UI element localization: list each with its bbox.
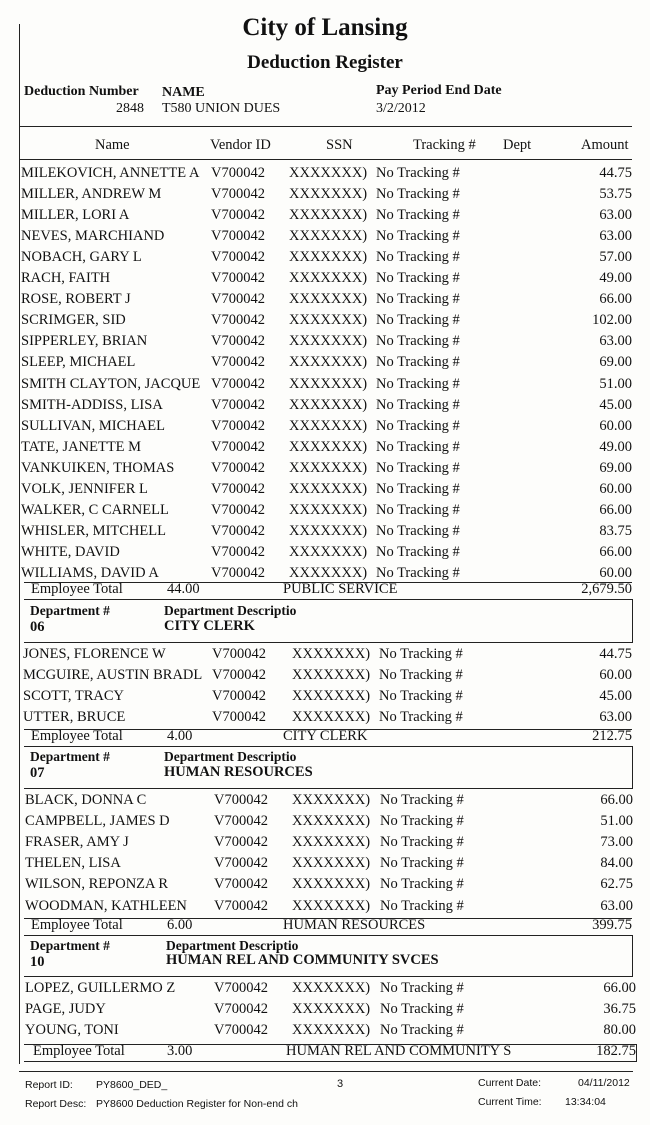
ssn: XXXXXXX)	[289, 312, 368, 329]
page-number: 3	[337, 1078, 344, 1090]
employee-name: SCRIMGER, SID	[21, 312, 126, 329]
name-label: NAME	[162, 85, 205, 100]
table-row	[0, 376, 650, 397]
vendor-id: V700042	[211, 438, 265, 455]
footer-rule	[19, 1071, 633, 1072]
tracking-number: No Tracking #	[376, 459, 460, 476]
tracking-number: No Tracking #	[379, 709, 463, 726]
ssn: XXXXXXX)	[289, 354, 368, 371]
tracking-number: No Tracking #	[376, 291, 460, 308]
ssn: XXXXXXX)	[289, 459, 368, 476]
amount: 63.00	[599, 333, 632, 350]
amount: 53.75	[599, 186, 632, 203]
col-dept: Dept	[503, 137, 532, 153]
table-row	[0, 228, 650, 249]
amount: 57.00	[599, 249, 632, 266]
table-row	[0, 312, 650, 333]
amount: 73.00	[600, 834, 633, 851]
table-row	[0, 165, 650, 186]
ssn: XXXXXXX)	[292, 667, 371, 684]
tracking-number: No Tracking #	[376, 228, 460, 245]
employee-name: BLACK, DONNA C	[25, 792, 147, 808]
employee-name: SMITH CLAYTON, JACQUE	[21, 375, 201, 392]
dept10-total-right-line	[636, 1044, 637, 1062]
employee-name: WILLIAMS, DAVID A	[21, 564, 159, 581]
ssn: XXXXXXX)	[289, 417, 368, 434]
report-desc: PY8600 Deduction Register for Non-end ch	[96, 1098, 298, 1110]
employee-name: FRASER, AMY J	[25, 834, 129, 851]
amount: 102.00	[592, 312, 632, 329]
ssn: XXXXXXX)	[292, 855, 371, 872]
ssn: XXXXXXX)	[289, 228, 368, 245]
table-row	[0, 980, 650, 1001]
tracking-number: No Tracking #	[376, 417, 460, 434]
employee-name: MCGUIRE, AUSTIN BRADL	[23, 667, 203, 684]
employee-total-label: Employee Total	[33, 1043, 125, 1059]
column-header-rule	[19, 159, 632, 160]
dept07-desc: HUMAN RESOURCES	[164, 764, 313, 780]
amount: 63.00	[599, 207, 632, 224]
amount: 44.75	[599, 646, 632, 662]
dept10-desc-label: Department Descriptio	[166, 938, 299, 953]
employee-name: WILSON, REPONZA R	[25, 876, 168, 893]
vendor-id: V700042	[211, 543, 265, 560]
tracking-number: No Tracking #	[376, 270, 460, 287]
amount: 63.00	[599, 228, 632, 245]
tracking-number: No Tracking #	[376, 501, 460, 518]
vendor-id: V700042	[211, 459, 265, 476]
tracking-number: No Tracking #	[376, 522, 460, 539]
current-time: 13:34:04	[565, 1096, 606, 1108]
col-tracking: Tracking #	[413, 137, 476, 153]
employee-name: THELEN, LISA	[25, 855, 121, 872]
vendor-id: V700042	[211, 186, 265, 203]
dept07-total-rule-bottom	[24, 935, 632, 936]
ssn: XXXXXXX)	[292, 688, 371, 705]
ssn: XXXXXXX)	[289, 543, 368, 560]
tracking-number: No Tracking #	[376, 186, 460, 203]
tracking-number: No Tracking #	[379, 667, 463, 684]
tracking-number: No Tracking #	[376, 564, 460, 581]
tracking-number: No Tracking #	[376, 396, 460, 413]
employee-name: TATE, JANETTE M	[21, 438, 142, 455]
tracking-number: No Tracking #	[380, 897, 464, 914]
dept07-label: Department #	[30, 749, 110, 764]
ssn: XXXXXXX)	[289, 207, 368, 224]
vendor-id: V700042	[211, 354, 265, 371]
ssn: XXXXXXX)	[292, 980, 371, 996]
employee-total-label: Employee Total	[31, 728, 123, 744]
employee-total-dept: PUBLIC SERVICE	[283, 581, 398, 597]
employee-name: WALKER, C CARNELL	[21, 501, 169, 518]
ssn: XXXXXXX)	[292, 1001, 371, 1018]
table-row	[0, 688, 650, 709]
ssn: XXXXXXX)	[292, 813, 371, 830]
employee-total-count: 3.00	[167, 1043, 193, 1059]
vendor-id: V700042	[214, 1022, 268, 1039]
table-row	[0, 207, 650, 228]
report-desc-label: Report Desc:	[25, 1098, 87, 1110]
table-row	[0, 1001, 650, 1022]
current-time-label: Current Time:	[478, 1096, 542, 1108]
employee-total-amount: 182.75	[596, 1043, 636, 1059]
ssn: XXXXXXX)	[292, 897, 371, 914]
dept10-desc: HUMAN REL AND COMMUNITY SVCES	[166, 952, 439, 968]
amount: 45.00	[599, 396, 632, 413]
tracking-number: No Tracking #	[380, 876, 464, 893]
vendor-id: V700042	[212, 709, 266, 726]
employee-total-amount: 212.75	[592, 728, 632, 744]
ssn: XXXXXXX)	[289, 165, 368, 181]
deduction-number-label: Deduction Number	[24, 84, 139, 99]
amount: 51.00	[600, 813, 633, 830]
vendor-id: V700042	[211, 228, 265, 245]
employee-name: SULLIVAN, MICHAEL	[21, 417, 165, 434]
vendor-id: V700042	[211, 249, 265, 266]
amount: 69.00	[599, 354, 632, 371]
employee-name: WOODMAN, KATHLEEN	[25, 897, 187, 914]
employee-name: WHITE, DAVID	[21, 543, 120, 560]
vendor-id: V700042	[212, 646, 266, 662]
vendor-id: V700042	[211, 333, 265, 350]
vendor-id: V700042	[214, 897, 268, 914]
vendor-id: V700042	[214, 980, 268, 996]
employee-name: UTTER, BRUCE	[23, 709, 126, 726]
employee-name: SMITH-ADDISS, LISA	[21, 396, 163, 413]
ssn: XXXXXXX)	[289, 186, 368, 203]
tracking-number: No Tracking #	[380, 1022, 464, 1039]
amount: 84.00	[600, 855, 633, 872]
employee-name: MILEKOVICH, ANNETTE A	[21, 165, 200, 181]
amount: 66.00	[599, 291, 632, 308]
table-row	[0, 792, 650, 813]
employee-name: SLEEP, MICHAEL	[21, 354, 136, 371]
vendor-id: V700042	[211, 207, 265, 224]
ssn: XXXXXXX)	[289, 522, 368, 539]
table-row	[0, 397, 650, 418]
amount: 63.00	[599, 709, 632, 726]
table-row	[0, 523, 650, 544]
pay-period-value: 3/2/2012	[376, 101, 426, 116]
current-date: 04/11/2012	[578, 1077, 630, 1089]
amount: 66.00	[599, 543, 632, 560]
vendor-id: V700042	[214, 1001, 268, 1018]
vendor-id: V700042	[214, 813, 268, 830]
employee-total-label: Employee Total	[31, 581, 123, 597]
col-vendor-id: Vendor ID	[210, 137, 271, 153]
amount: 60.00	[599, 564, 632, 581]
dept06-desc: CITY CLERK	[164, 618, 255, 634]
employee-total-count: 44.00	[167, 581, 200, 597]
tracking-number: No Tracking #	[376, 333, 460, 350]
dept10-right-line	[632, 935, 633, 977]
amount: 69.00	[599, 459, 632, 476]
amount: 60.00	[599, 667, 632, 684]
table-row	[0, 249, 650, 270]
vendor-id: V700042	[211, 375, 265, 392]
ssn: XXXXXXX)	[292, 646, 371, 662]
tracking-number: No Tracking #	[379, 688, 463, 705]
vendor-id: V700042	[211, 564, 265, 581]
amount: 66.00	[603, 980, 636, 996]
vendor-id: V700042	[211, 522, 265, 539]
employee-name: RACH, FAITH	[21, 270, 111, 287]
employee-total-amount: 2,679.50	[581, 581, 632, 597]
report-id-label: Report ID:	[25, 1079, 73, 1091]
dept06-rule	[24, 642, 632, 643]
amount: 66.00	[600, 792, 633, 808]
table-row	[0, 333, 650, 354]
current-date-label: Current Date:	[478, 1077, 542, 1089]
table-row	[0, 1022, 650, 1043]
tracking-number: No Tracking #	[376, 438, 460, 455]
table-row	[0, 418, 650, 439]
employee-total-row	[0, 583, 650, 599]
employee-name: ROSE, ROBERT J	[21, 291, 131, 308]
tracking-number: No Tracking #	[380, 813, 464, 830]
col-name: Name	[95, 137, 130, 153]
ssn: XXXXXXX)	[289, 564, 368, 581]
report-title: Deduction Register	[247, 52, 403, 73]
ssn: XXXXXXX)	[289, 270, 368, 287]
employee-name: VOLK, JENNIFER L	[21, 480, 148, 497]
tracking-number: No Tracking #	[380, 980, 464, 996]
vendor-id: V700042	[211, 312, 265, 329]
employee-name: WHISLER, MITCHELL	[21, 522, 166, 539]
ssn: XXXXXXX)	[292, 1022, 371, 1039]
ssn: XXXXXXX)	[289, 480, 368, 497]
tracking-number: No Tracking #	[376, 480, 460, 497]
report-id: PY8600_DED_	[96, 1079, 168, 1091]
employee-name: NEVES, MARCHIAND	[21, 228, 165, 245]
vendor-id: V700042	[211, 396, 265, 413]
employee-name: VANKUIKEN, THOMAS	[21, 459, 175, 476]
employee-total-dept: HUMAN RESOURCES	[283, 917, 426, 933]
deduction-number: 2848	[116, 101, 144, 116]
tracking-number: No Tracking #	[380, 792, 464, 808]
ssn: XXXXXXX)	[289, 249, 368, 266]
dept06-right-line	[632, 599, 633, 643]
ssn: XXXXXXX)	[289, 438, 368, 455]
dept10-total-row	[0, 1045, 650, 1061]
dept10-total-rule-bottom	[24, 1061, 636, 1062]
ssn: XXXXXXX)	[289, 396, 368, 413]
dept07-total-row	[0, 919, 650, 935]
table-row	[0, 855, 650, 876]
vendor-id: V700042	[212, 688, 266, 705]
tracking-number: No Tracking #	[376, 312, 460, 329]
header-rule	[19, 126, 632, 127]
amount: 60.00	[599, 480, 632, 497]
amount: 63.00	[600, 897, 633, 914]
vendor-id: V700042	[211, 417, 265, 434]
dept06-label: Department #	[30, 603, 110, 618]
pay-period-label: Pay Period End Date	[376, 83, 502, 98]
vendor-id: V700042	[211, 291, 265, 308]
tracking-number: No Tracking #	[376, 354, 460, 371]
employee-total-count: 4.00	[167, 728, 193, 744]
col-amount: Amount	[581, 137, 629, 153]
col-ssn: SSN	[326, 137, 353, 153]
table-row	[0, 544, 650, 565]
ssn: XXXXXXX)	[289, 291, 368, 308]
ssn: XXXXXXX)	[292, 709, 371, 726]
table-row	[0, 834, 650, 855]
ssn: XXXXXXX)	[292, 876, 371, 893]
table-row	[0, 667, 650, 688]
employee-name: LOPEZ, GUILLERMO Z	[25, 980, 176, 996]
table-row	[0, 291, 650, 312]
tracking-number: No Tracking #	[380, 1001, 464, 1018]
amount: 62.75	[600, 876, 633, 893]
amount: 44.75	[599, 165, 632, 181]
dept07-code: 07	[30, 765, 45, 781]
employee-total-dept: CITY CLERK	[283, 728, 368, 744]
employee-name: JONES, FLORENCE W	[23, 646, 166, 662]
employee-name: PAGE, JUDY	[25, 1001, 106, 1018]
tracking-number: No Tracking #	[376, 165, 460, 181]
amount: 45.00	[599, 688, 632, 705]
amount: 51.00	[599, 375, 632, 392]
vendor-id: V700042	[214, 876, 268, 893]
employee-name: CAMPBELL, JAMES D	[25, 813, 170, 830]
dept06-total-row	[0, 730, 650, 746]
employee-name: SIPPERLEY, BRIAN	[21, 333, 148, 350]
vendor-id: V700042	[214, 855, 268, 872]
employee-name: NOBACH, GARY L	[21, 249, 142, 266]
amount: 60.00	[599, 417, 632, 434]
dept06-desc-label: Department Descriptio	[164, 603, 297, 618]
employee-name: YOUNG, TONI	[25, 1022, 119, 1039]
table-row	[0, 354, 650, 375]
table-row	[0, 876, 650, 897]
amount: 80.00	[603, 1022, 636, 1039]
employee-total-amount: 399.75	[592, 917, 632, 933]
amount: 66.00	[599, 501, 632, 518]
employee-total-count: 6.00	[167, 917, 193, 933]
name-value: T580 UNION DUES	[162, 101, 281, 116]
table-row	[0, 270, 650, 291]
table-row	[0, 481, 650, 502]
ssn: XXXXXXX)	[289, 375, 368, 392]
table-row	[0, 813, 650, 834]
table-row	[0, 898, 650, 919]
tracking-number: No Tracking #	[376, 249, 460, 266]
vendor-id: V700042	[212, 667, 266, 684]
employee-total-dept: HUMAN REL AND COMMUNITY S	[286, 1043, 512, 1059]
tracking-number: No Tracking #	[376, 207, 460, 224]
vendor-id: V700042	[211, 480, 265, 497]
ssn: XXXXXXX)	[292, 834, 371, 851]
table-row	[0, 646, 650, 667]
org-title: City of Lansing	[242, 14, 408, 41]
amount: 49.00	[599, 270, 632, 287]
amount: 83.75	[599, 522, 632, 539]
tracking-number: No Tracking #	[376, 375, 460, 392]
dept06-code: 06	[30, 619, 45, 635]
employee-name: MILLER, ANDREW M	[21, 186, 162, 203]
amount: 49.00	[599, 438, 632, 455]
table-row	[0, 502, 650, 523]
vendor-id: V700042	[211, 501, 265, 518]
total-rule-bottom	[24, 599, 632, 600]
amount: 36.75	[603, 1001, 636, 1018]
tracking-number: No Tracking #	[380, 834, 464, 851]
tracking-number: No Tracking #	[380, 855, 464, 872]
dept07-right-line	[632, 746, 633, 789]
table-row	[0, 186, 650, 207]
employee-name: MILLER, LORI A	[21, 207, 130, 224]
vendor-id: V700042	[214, 834, 268, 851]
ssn: XXXXXXX)	[289, 333, 368, 350]
dept10-rule	[24, 976, 632, 977]
vendor-id: V700042	[211, 165, 265, 181]
tracking-number: No Tracking #	[379, 646, 463, 662]
dept10-code: 10	[30, 954, 45, 970]
employee-total-label: Employee Total	[31, 917, 123, 933]
dept07-desc-label: Department Descriptio	[164, 749, 297, 764]
table-row	[0, 460, 650, 481]
dept07-rule	[24, 788, 632, 789]
dept06-total-rule-bottom	[24, 746, 632, 747]
vendor-id: V700042	[214, 792, 268, 808]
dept10-label: Department #	[30, 938, 110, 953]
ssn: XXXXXXX)	[289, 501, 368, 518]
ssn: XXXXXXX)	[292, 792, 371, 808]
table-row	[0, 439, 650, 460]
vendor-id: V700042	[211, 270, 265, 287]
employee-name: SCOTT, TRACY	[23, 688, 124, 705]
tracking-number: No Tracking #	[376, 543, 460, 560]
